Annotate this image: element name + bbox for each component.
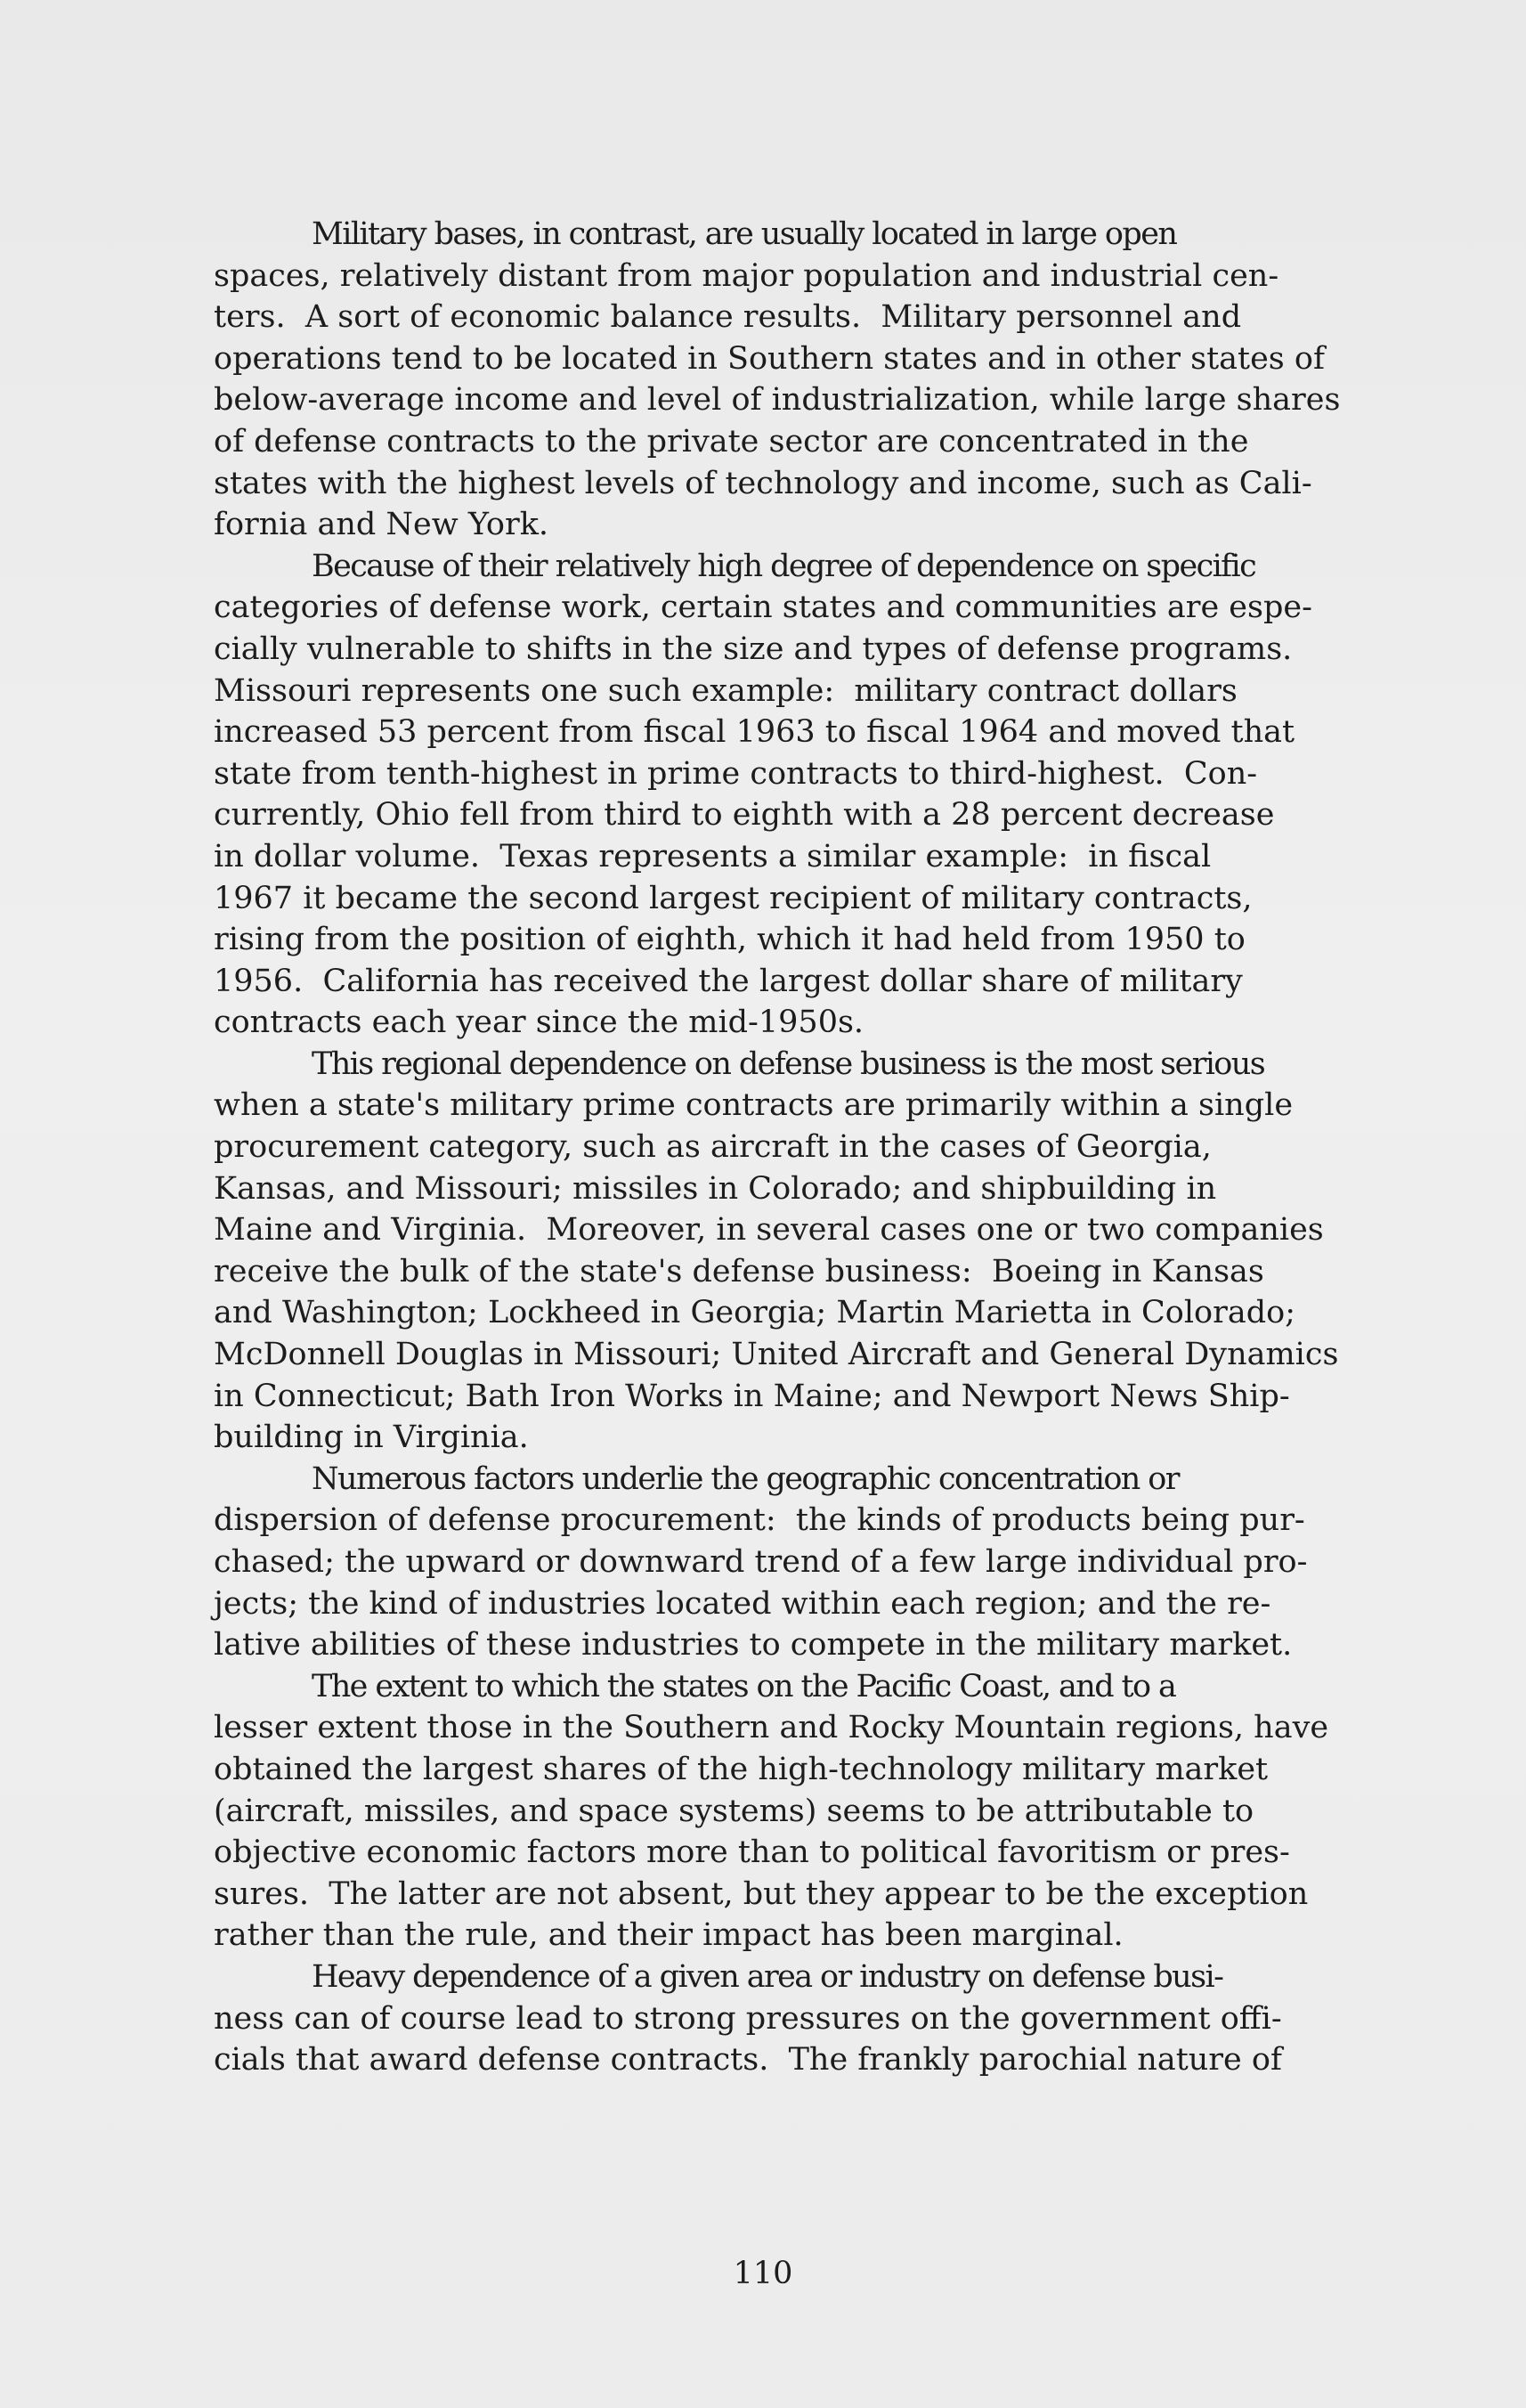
text-line: lesser extent those in the Southern and Rocky Mountain regions, have [214, 1710, 1329, 1746]
text-line: The extent to which the states on the Pacific Coast, and to a [312, 1668, 1176, 1704]
text-line: obtained the largest shares of the high-technology military market [214, 1751, 1269, 1787]
text-line: Heavy dependence of a given area or industry on defense busi- [312, 1958, 1223, 1995]
text-line: rising from the position of eighth, which it had held from 1950 to [214, 922, 1246, 958]
text-line: in dollar volume. Texas represents a similar example: in fiscal [214, 838, 1212, 875]
text-line: and Washington; Lockheed in Georgia; Martin Marietta in Colorado; [214, 1295, 1295, 1331]
text-line: contracts each year since the mid-1950s. [214, 1005, 864, 1041]
text-line: fornia and New York. [214, 507, 549, 543]
text-line: categories of defense work, certain states and communities are espe- [214, 590, 1312, 626]
paragraph-pacific-coast [214, 1666, 1478, 1956]
text-line: dispersion of defense procurement: the kinds of products being pur- [214, 1502, 1305, 1539]
text-line: state from tenth-highest in prime contracts to third-highest. Con- [214, 755, 1258, 792]
paragraph-numerous-factors [214, 1459, 1478, 1666]
paragraph-military-bases [214, 214, 1478, 546]
text-line: receive the bulk of the state's defense business: Boeing in Kansas [214, 1253, 1264, 1289]
body-text [214, 214, 1478, 2081]
paragraph-heavy-dependence [214, 1956, 1478, 2081]
text-line: in Connecticut; Bath Iron Works in Maine; and Newport News Ship- [214, 1378, 1290, 1414]
text-line: This regional dependence on defense business is the most serious [312, 1045, 1265, 1082]
text-line: cials that award defense contracts. The frankly parochial nature of [214, 2042, 1282, 2079]
text-line: spaces, relatively distant from major population and industrial cen- [214, 257, 1279, 294]
paragraph-dependence [214, 546, 1478, 1044]
text-line: when a state's military prime contracts are primarily within a single [214, 1087, 1294, 1124]
text-line: Military bases, in contrast, are usually located in large open [312, 216, 1177, 252]
text-line: ness can of course lead to strong pressures on the government offi- [214, 2000, 1282, 2037]
text-line: operations tend to be located in Southern states and in other states of [214, 340, 1325, 377]
text-line: Because of their relatively high degree of dependence on specific [312, 548, 1256, 584]
text-line: below-average income and level of industrialization, while large shares [214, 382, 1341, 419]
text-line: currently, Ohio fell from third to eighth with a 28 percent decrease [214, 797, 1275, 834]
text-line: McDonnell Douglas in Missouri; United Aircraft and General Dynamics [214, 1337, 1339, 1373]
text-line: Kansas, and Missouri; missiles in Colorado; and shipbuilding in [214, 1170, 1217, 1207]
text-line: 1956. California has received the largest dollar share of military [214, 963, 1243, 999]
text-line: lative abilities of these industries to compete in the military market. [214, 1627, 1293, 1664]
text-line: sures. The latter are not absent, but they appear to be the exception [214, 1875, 1309, 1912]
text-line: Numerous factors underlie the geographic concentration or [312, 1460, 1179, 1497]
text-line: Maine and Virginia. Moreover, in several cases one or two companies [214, 1212, 1324, 1249]
text-line: Missouri represents one such example: military contract dollars [214, 672, 1238, 709]
text-line: ters. A sort of economic balance results. Military personnel and [214, 299, 1242, 336]
page-number: 110 [733, 2256, 793, 2291]
text-line: chased; the upward or downward trend of a few large individual pro- [214, 1544, 1308, 1580]
text-line: procurement category, such as aircraft in the cases of Georgia, [214, 1129, 1212, 1166]
text-line: states with the highest levels of technology and income, such as Cali- [214, 465, 1312, 501]
text-line: of defense contracts to the private sector are concentrated in the [214, 423, 1249, 460]
text-line: building in Virginia. [214, 1420, 529, 1456]
text-line: objective economic factors more than to political favoritism or pres- [214, 1834, 1290, 1871]
text-line: jects; the kind of industries located within each region; and the re- [214, 1585, 1271, 1622]
text-line: increased 53 percent from fiscal 1963 to fiscal 1964 and moved that [214, 714, 1295, 751]
text-line: 1967 it became the second largest recipient of military contracts, [214, 880, 1253, 916]
text-line: (aircraft, missiles, and space systems) seems to be attributable to [214, 1793, 1254, 1829]
text-line: rather than the rule, and their impact has been marginal. [214, 1917, 1124, 1954]
text-line: cially vulnerable to shifts in the size and types of defense programs. [214, 630, 1293, 667]
paragraph-regional-dependence [214, 1044, 1478, 1459]
